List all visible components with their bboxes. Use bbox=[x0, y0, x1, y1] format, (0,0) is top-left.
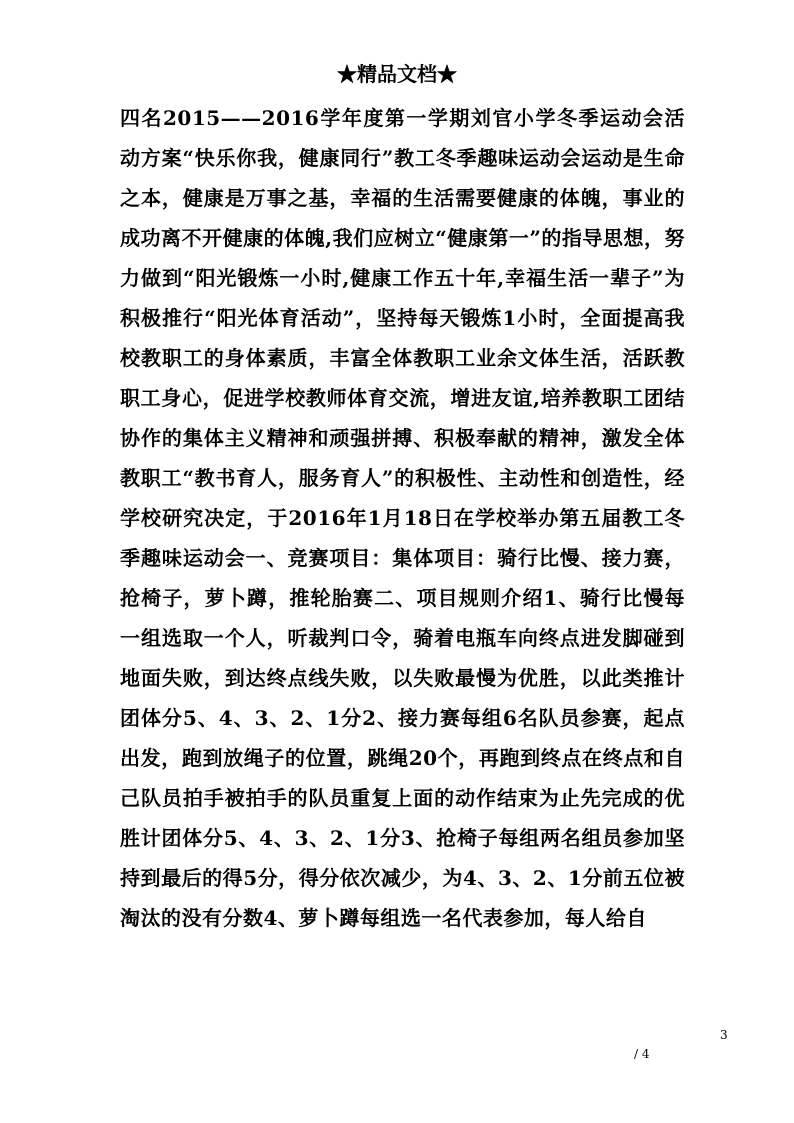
page-total: / 4 bbox=[634, 1047, 650, 1061]
page-number: 3 bbox=[720, 1028, 728, 1042]
document-body-text: 四名2015——2016学年度第一学期刘官小学冬季运动会活动方案“快乐你我，健康同行”教工冬季趣味运动会运动是生命之本，健康是万事之基，幸福的生活需要健康的体魄，事业的成功离不开健康的体魄,我们应树立“健康第一”的指导思想，努力做到“阳光锻炼一小时,健康工作五十年,幸福生活一辈子”为积极推行“阳光体育活动”，坚持每天锻炼1小时，全面提高我校教职工的身体素质，丰富全体教职工业余文体生活，活跃教职工身心，促进学校教师体育交流，增进友谊,培养教职工团结协作的集体主义精神和顽强拼搏、积极奉献的精神，激发全体教职工“教书育人，服务育人”的积极性、主动性和创造性，经学校研究决定，于2016年1月18日在学校举办第五届教工冬季趣味运动会一、竞赛项目：集体项目：骑行比慢、接力赛，抢椅子，萝卜蹲，推轮胎赛二、项目规则介绍1、骑行比慢每一组选取一个人，听裁判口令，骑着电瓶车向终点进发脚碰到地面失败，到达终点线失败，以失败最慢为优胜，以此类推计团体分5、4、3、2、1分2、接力赛每组6名队员参赛，起点出发，跑到放绳子的位置，跳绳20个，再跑到终点在终点和自己队员拍手被拍手的队员重复上面的动作结束为止先完成的优胜计团体分5、4、3、2、1分3、抢椅子每组两名组员参加坚持到最后的得5分，得分依次减少，为4、3、2、1分前五位被淘汰的没有分数4、萝卜蹲每组选一名代表参加，每人给自 bbox=[120, 106, 685, 930]
page-header-title: ★精品文档★ bbox=[337, 62, 457, 86]
